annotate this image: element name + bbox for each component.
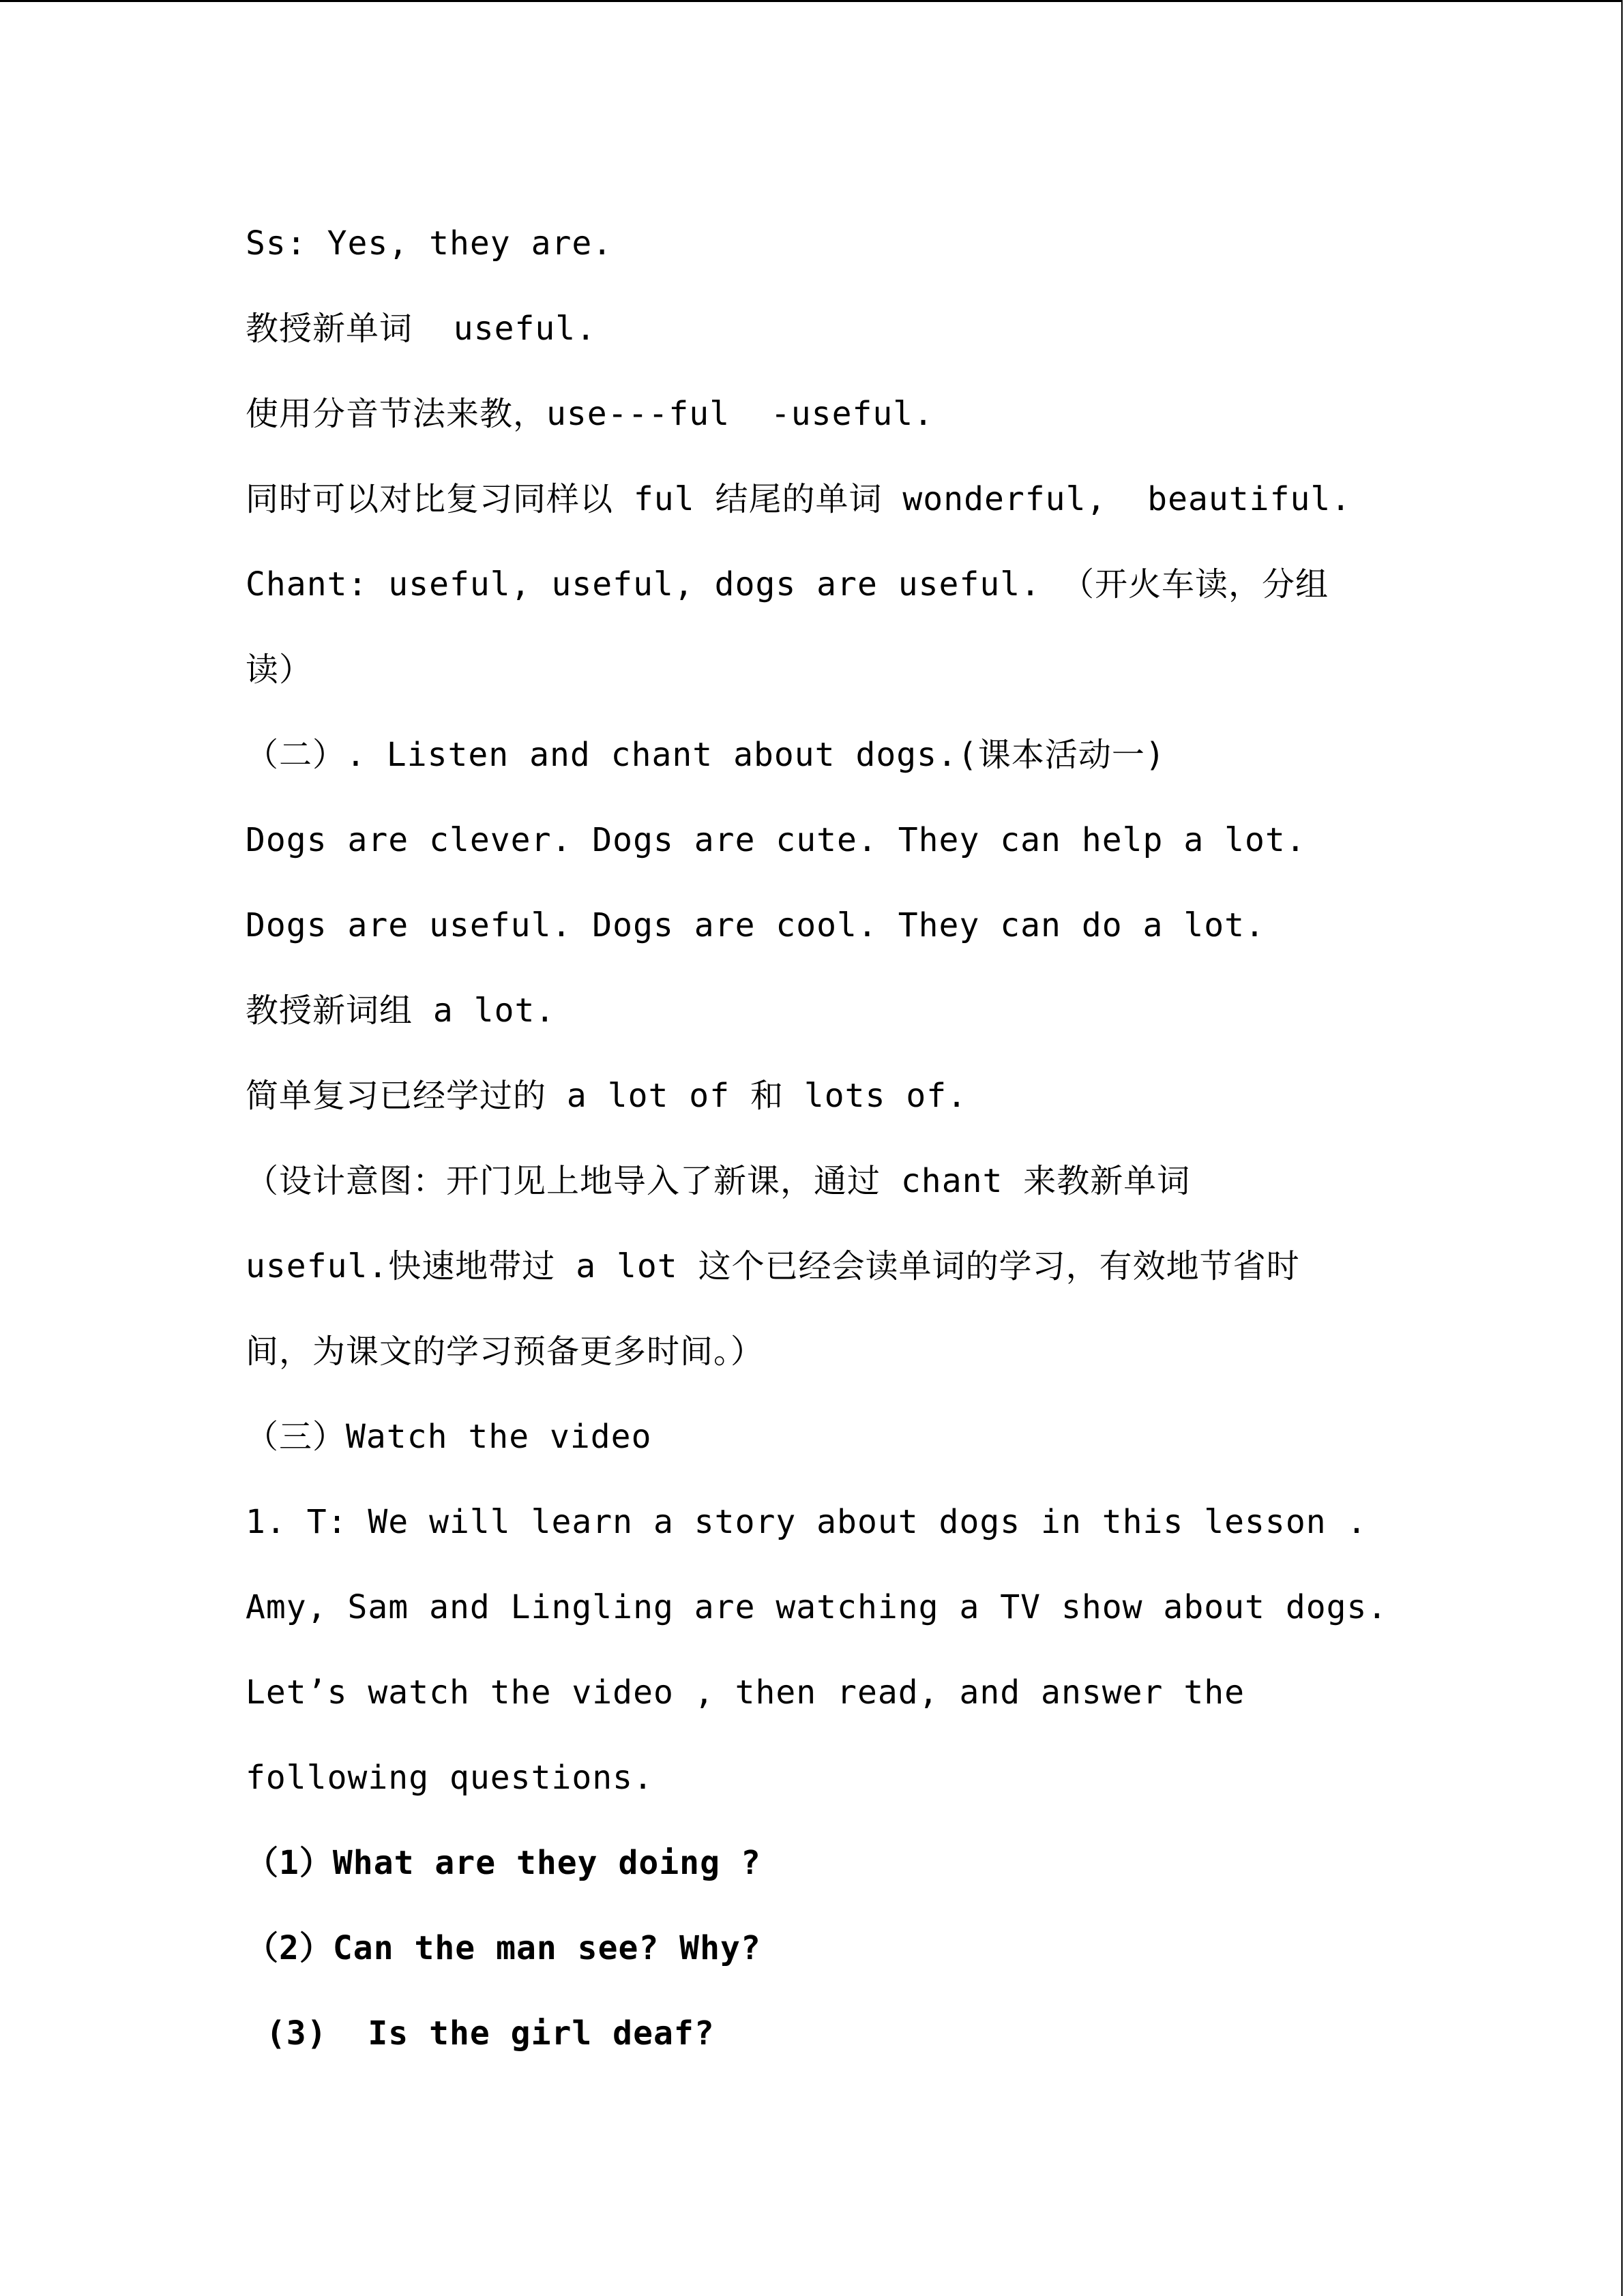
text-line: 使用分音节法来教，use---ful -useful.	[246, 395, 934, 433]
chant-line: Dogs are useful. Dogs are cool. They can do a lot.	[246, 906, 1265, 944]
question-line: （2）Can the man see? Why?	[246, 1929, 761, 1967]
design-note-line: 间，为课文的学习预备更多时间。）	[246, 1332, 765, 1371]
text-line: 教授新单词 useful.	[246, 310, 597, 348]
question-line: （1）What are they doing ?	[246, 1844, 761, 1882]
question-line: (3) Is the girl deaf?	[246, 2014, 715, 2053]
section-heading: （三）Watch the video	[246, 1418, 652, 1456]
chant-line: Dogs are clever. Dogs are cute. They can help a lot.	[246, 821, 1306, 859]
text-line: 教授新词组 a lot.	[246, 992, 556, 1030]
text-line: 同时可以对比复习同样以 ful 结尾的单词 wonderful, beautiful.	[246, 480, 1352, 518]
text-line: Ss: Yes, they are.	[246, 224, 613, 263]
design-note-line: （设计意图：开门见上地导入了新课，通过 chant 来教新单词	[246, 1162, 1191, 1200]
text-line: following questions.	[246, 1759, 653, 1797]
text-line: Chant: useful, useful, dogs are useful. （开火车读，分组	[246, 565, 1329, 603]
text-line: 简单复习已经学过的 a lot of 和 lots of.	[246, 1077, 968, 1115]
design-note-line: useful.快速地带过 a lot 这个已经会读单词的学习，有效地节省时	[246, 1247, 1300, 1285]
text-line: Amy, Sam and Lingling are watching a TV show about dogs.	[246, 1588, 1388, 1626]
text-line: 读）	[246, 651, 313, 689]
text-line: Let’s watch the video , then read, and answer the	[246, 1673, 1245, 1712]
document-body	[246, 201, 1405, 2076]
text-line: 1. T: We will learn a story about dogs in this lesson .	[246, 1503, 1368, 1541]
section-heading: （二）. Listen and chant about dogs.(课本活动一)	[246, 736, 1166, 774]
